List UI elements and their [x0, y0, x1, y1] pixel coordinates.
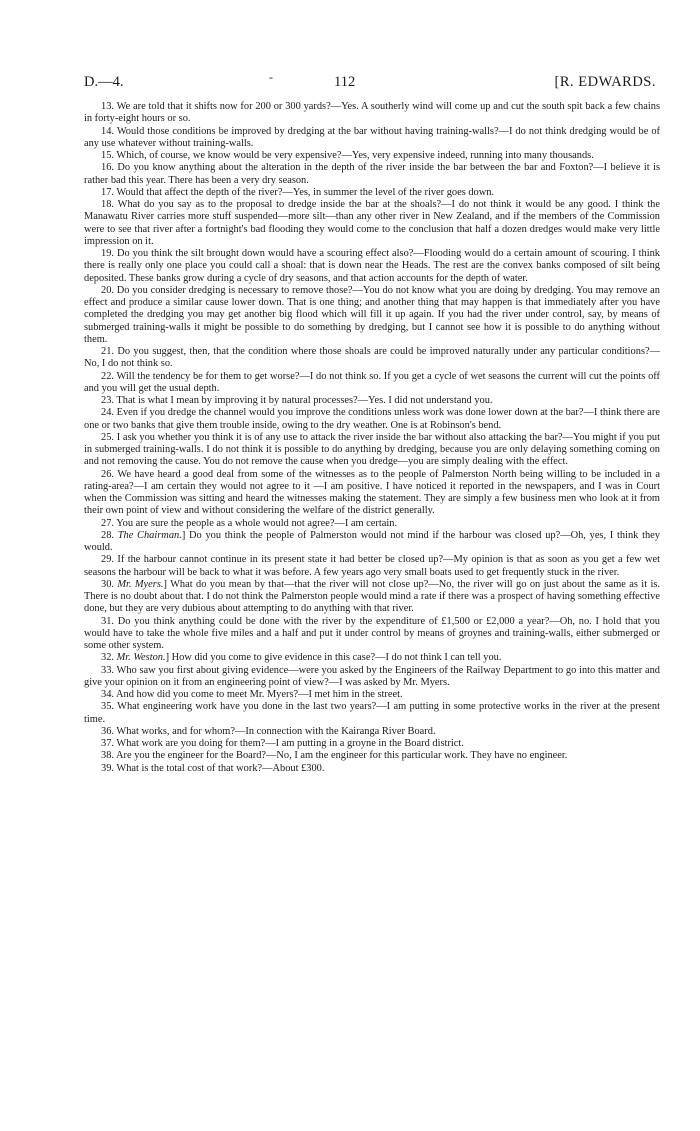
question-text: What work are you doing for them?—I am putting in a groyne in the Board district. — [116, 738, 464, 749]
speaker-name: Mr. Weston. — [116, 652, 166, 664]
question-number: 30. — [101, 578, 118, 590]
question-paragraph: 30. Mr. Myers.] What do you mean by that—that the river will not close up?—No, the river will go on just about the same as it is. There is no doubt about that. I do not think the Palmerston people would mind a rate if there was a prospect of having something effective done, but they are very dubious about attempting to do anything with that river. — [84, 578, 660, 615]
speaker-name: The Chairman. — [117, 529, 182, 541]
question-paragraph — [84, 101, 660, 126]
question-number: 32. — [101, 652, 117, 664]
question-text: Would that affect the depth of the river?—Yes, in summer the level of the river goes down. — [116, 186, 495, 198]
header-mark: - — [269, 70, 273, 84]
speaker-name: Mr. Myers. — [117, 578, 164, 590]
question-paragraph: 32. Mr. Weston.] How did you come to give evidence in this case?—I do not think I can tell you. — [101, 652, 502, 664]
question-paragraph — [84, 162, 660, 187]
question-text: Would those conditions be improved by dredging at the bar without having training-walls?—I do not think dredging would be of any use whatever without training-walls. — [84, 125, 660, 149]
question-text: What engineering work have you done in the last two years?—I am putting in some protective works in the river at the present time. — [84, 701, 660, 725]
question-text: Do you consider dredging is necessary to remove those?—You do not know what you are doing by dredging. You may remove an effect and produce a similar cause lower down. That is one thing; and another thing that may happen is that immediately after you have completed the dredging you may get another big flood which will fill it up again. If you had the river under control, say, by means of submerged training-walls it might be possible to do something by dredging, but I cannot see how it is possible to do anything without them. — [84, 284, 660, 345]
question-paragraph — [84, 750, 660, 762]
question-number: 37. — [101, 738, 117, 749]
question-number: 35. — [101, 701, 118, 713]
question-text: If the harbour cannot continue in its present state it had better be closed up?—My opinion is that as soon as you get a few wet seasons the harbour will be back to what it was before. A few years ago very small boats used to get frequently stuck in the river. — [84, 554, 660, 578]
question-number: 27. — [101, 517, 117, 529]
question-number: 24. — [101, 407, 117, 419]
question-paragraph — [84, 126, 660, 151]
question-number: 14. — [101, 125, 117, 137]
question-paragraph — [84, 150, 660, 162]
question-text: What works, and for whom?—In connection with the Kairanga River Board. — [116, 725, 436, 737]
question-paragraph — [84, 407, 660, 432]
question-text: And how did you come to meet Mr. Myers?—I met him in the street. — [116, 689, 403, 700]
question-paragraph — [84, 701, 660, 726]
question-number: 21. — [101, 346, 118, 357]
question-number: 18. — [101, 199, 118, 210]
question-paragraph — [84, 199, 660, 248]
question-paragraph — [84, 689, 660, 701]
question-text: What is the total cost of that work?—About £300. — [116, 762, 325, 774]
question-paragraph — [84, 738, 660, 750]
question-paragraph — [84, 665, 660, 690]
question-number: 13. — [101, 101, 117, 112]
question-text: Even if you dredge the channel would you improve the conditions unless work was done lower down at the bar?—I think there are one or two banks that give them trouble inside, owing to the dry weather. One is at Robinson's bend. — [84, 407, 660, 431]
question-number: 16. — [101, 162, 118, 174]
question-text: Do you suggest, then, that the condition where those shoals are could be improved naturally under any particular conditions?—No, I do not think so. — [84, 346, 660, 370]
question-paragraph: 28. The Chairman.] Do you think the people of Palmerston would not mind if the harbour was closed up?—Oh, yes, I think they would. — [84, 529, 660, 553]
question-paragraph — [84, 187, 660, 199]
question-number: 28. — [101, 529, 118, 541]
evidence-text — [84, 101, 660, 775]
question-text: Do you think anything could be done with the river by the expenditure of £1,500 or £2,000 a year?—Oh, no. I hold that you would have to take the whole five miles and a half and put it under control by means of groynes and training-walls, either submerged or some other system. — [84, 615, 660, 651]
question-paragraph — [84, 518, 660, 530]
question-number: 19. — [101, 248, 117, 259]
question-paragraph — [84, 554, 660, 579]
question-number: 33. — [101, 664, 117, 676]
page-header — [84, 70, 656, 94]
question-number: 22. — [101, 370, 117, 382]
question-number: 29. — [101, 554, 118, 566]
question-number: 26. — [101, 468, 118, 480]
question-text: Do you know anything about the alteration in the depth of the river inside the bar between the bar and Foxton?—I believe it is rather bad this year. There has been a very dry season. — [84, 162, 660, 186]
question-number: 25. — [101, 431, 117, 443]
question-text: Which, of course, we know would be very expensive?—Yes, very expensive indeed, running into many thousands. — [116, 150, 594, 161]
question-paragraph — [84, 285, 660, 346]
question-number: 36. — [101, 725, 117, 737]
question-text: I ask you whether you think it is of any use to attack the river inside the bar without also attacking the bar?—You might if you put in submerged training-walls. I do not think it is possible to do anything by dredging, because you are only delaying something coming on and not removing the cause. You do not remove the cause when you dredge—you are simply dealing with the effect. — [84, 431, 660, 468]
question-paragraph — [84, 395, 660, 407]
question-number: 20. — [101, 284, 117, 296]
question-text: You are sure the people as a whole would not agree?—I am certain. — [116, 517, 398, 529]
question-text: What do you mean by that—that the river will not close up?—No, the river will go on just about the same as it is. There is no doubt about that. I do not think the Palmerston people would mind a rate if there was a prospect of having something effective done, but they are very dubious about attempting to do anything with that river. — [84, 578, 660, 615]
question-paragraph — [84, 371, 660, 396]
question-text: We are told that it shifts now for 200 or 300 yards?—Yes. A southerly wind will come up and cut the south spit back a few chains in forty-eight hours or so. — [84, 101, 660, 125]
question-text: Are you the engineer for the Board?—No, I am the engineer for this particular work. They have no engineer. — [116, 750, 568, 762]
question-text: We have heard a good deal from some of the witnesses as to the people of Palmerston North being willing to be included in a rating-area?—I am certain they would not agree to it —I am positive. I have noticed it reported in the newspapers, and I was in Court when the Commission was sitting and heard the witnesses making the statement. They are simply a few business men who look at it from their own point of view and without considering the welfare of the district generally. — [84, 468, 661, 517]
question-text: Who saw you first about giving evidence—were you asked by the Engineers of the Railway Department to go into this matter and give your opinion on it from an engineering point of view?—I was asked by Mr. Myers. — [84, 664, 660, 688]
question-paragraph — [84, 726, 660, 738]
question-paragraph — [84, 346, 660, 371]
question-number: 15. — [101, 150, 117, 161]
question-paragraph — [84, 248, 660, 285]
document-code: D.—4. — [84, 74, 124, 90]
question-number: 39. — [101, 762, 117, 774]
question-number: 34. — [101, 689, 117, 700]
page-number: 112 — [334, 74, 356, 90]
question-number: 23. — [101, 395, 117, 406]
question-text: What do you say as to the proposal to dredge inside the bar at the shoals?—I do not think it would be any good. I think the Manawatu River carries more stuff suspended—more silt—than any other river in New Zealand, and if the members of the Commission were to see that river after a fortnight's bad flooding they would come to the conclusion that half a dozen dredges would make very little impression on it. — [84, 199, 660, 247]
question-number: 17. — [101, 186, 117, 198]
question-number: 31. — [101, 615, 118, 627]
question-text: Do you think the people of Palmerston would not mind if the harbour was closed up?—Oh, yes, I think they would. — [84, 529, 660, 553]
question-paragraph — [84, 763, 660, 775]
witness-name: [R. EDWARDS. — [554, 74, 656, 90]
question-text: How did you come to give evidence in this case?—I do not think I can tell you. — [171, 652, 502, 664]
question-text: Do you think the silt brought down would have a scouring effect also?—Flooding would do a certain amount of scouring. I think there is really only one place you could call a shoal: that is down near the Heads. The rest are the convex banks composed of silt being deposited. These banks grow during a cycle of dry seasons, and that action accounts for the depth of water. — [84, 248, 660, 284]
question-paragraph — [84, 616, 660, 653]
question-paragraph — [84, 432, 660, 469]
question-text: That is what I mean by improving it by natural processes?—Yes. I did not understand you. — [116, 395, 493, 406]
question-text: Will the tendency be for them to get worse?—I do not think so. If you get a cycle of wet seasons the current will cut the points off and you will get the usual depth. — [84, 370, 660, 394]
question-paragraph — [84, 469, 660, 518]
question-number: 38. — [101, 750, 117, 762]
